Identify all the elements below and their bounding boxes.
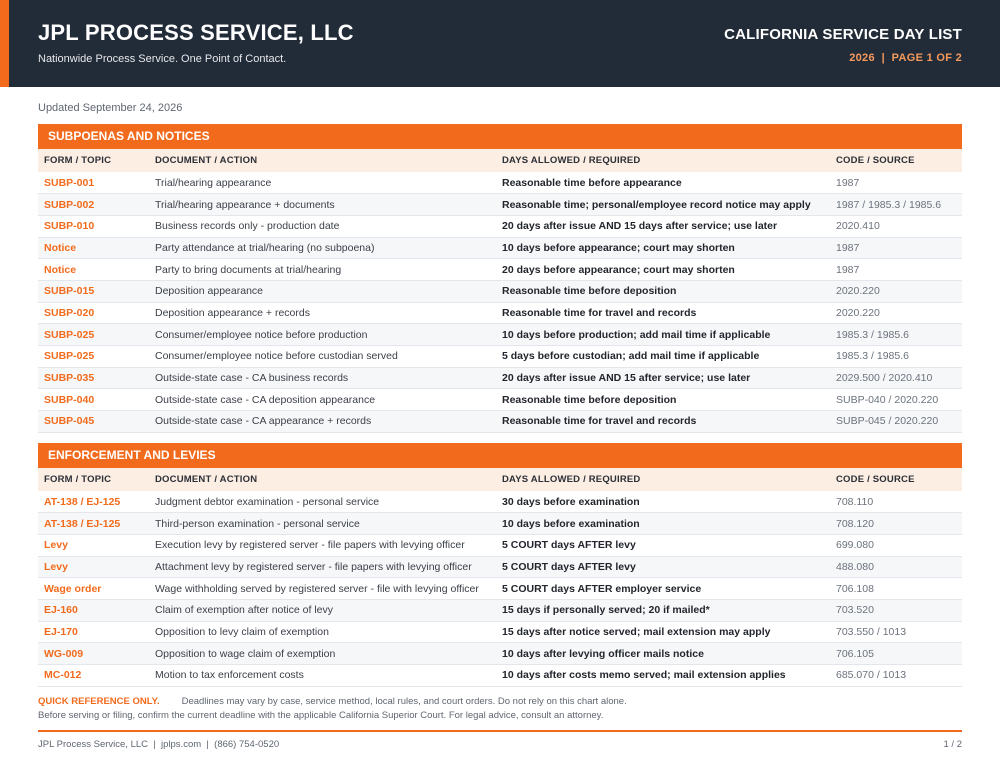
- code-cell: 1987: [830, 259, 962, 281]
- table-row: [38, 237, 962, 259]
- days-cell: 10 days after levying officer mails notice: [496, 643, 830, 665]
- note-line-1: Deadlines may vary by case, service method, local rules, and court orders. Do not rely on this chart alone.: [181, 696, 627, 707]
- quick-reference-note: [38, 696, 627, 707]
- code-cell: 706.105: [830, 643, 962, 665]
- table-row: [38, 665, 962, 687]
- code-cell: 706.108: [830, 578, 962, 600]
- days-cell: 10 days before production; add mail time if applicable: [496, 324, 830, 346]
- form-cell: Notice: [38, 259, 149, 281]
- code-cell: 708.120: [830, 513, 962, 535]
- form-cell: Levy: [38, 534, 149, 556]
- document-cell: Trial/hearing appearance + documents: [149, 194, 496, 216]
- table-header-row: [38, 149, 962, 172]
- days-cell: 15 days after notice served; mail extension may apply: [496, 621, 830, 643]
- code-cell: 2020.220: [830, 302, 962, 324]
- days-cell: Reasonable time for travel and records: [496, 411, 830, 433]
- code-cell: 1985.3 / 1985.6: [830, 346, 962, 368]
- section-title: SUBPOENAS AND NOTICES: [38, 124, 962, 149]
- table-header-row: [38, 468, 962, 491]
- days-cell: 10 days after costs memo served; mail extension applies: [496, 665, 830, 687]
- days-cell: Reasonable time; personal/employee record notice may apply: [496, 194, 830, 216]
- column-header: DAYS ALLOWED / REQUIRED: [496, 149, 830, 172]
- form-cell: AT-138 / EJ-125: [38, 491, 149, 513]
- days-cell: 10 days before examination: [496, 513, 830, 535]
- form-cell: SUBP-015: [38, 280, 149, 302]
- document-cell: Motion to tax enforcement costs: [149, 665, 496, 687]
- footer-contact: JPL Process Service, LLC | jplps.com | (866) 754-0520: [38, 739, 280, 750]
- document-cell: Third-person examination - personal service: [149, 513, 496, 535]
- code-cell: SUBP-040 / 2020.220: [830, 389, 962, 411]
- column-header: FORM / TOPIC: [38, 468, 149, 491]
- table-row: [38, 389, 962, 411]
- code-cell: 2020.410: [830, 215, 962, 237]
- form-cell: EJ-160: [38, 599, 149, 621]
- document-cell: Consumer/employee notice before custodian served: [149, 346, 496, 368]
- document-year-page: 2026 | PAGE 1 OF 2: [849, 52, 962, 64]
- form-cell: SUBP-040: [38, 389, 149, 411]
- code-cell: 1987: [830, 172, 962, 194]
- document-cell: Party attendance at trial/hearing (no subpoena): [149, 237, 496, 259]
- table-row: [38, 513, 962, 535]
- document-cell: Business records only - production date: [149, 215, 496, 237]
- document-cell: Deposition appearance + records: [149, 302, 496, 324]
- code-cell: 703.520: [830, 599, 962, 621]
- table-row: [38, 172, 962, 194]
- form-cell: SUBP-002: [38, 194, 149, 216]
- column-header: DOCUMENT / ACTION: [149, 149, 496, 172]
- table-row: [38, 346, 962, 368]
- days-cell: Reasonable time before deposition: [496, 389, 830, 411]
- column-header: FORM / TOPIC: [38, 149, 149, 172]
- table-row: [38, 259, 962, 281]
- days-cell: 20 days after issue AND 15 after service; use later: [496, 367, 830, 389]
- code-cell: 685.070 / 1013: [830, 665, 962, 687]
- document-cell: Opposition to wage claim of exemption: [149, 643, 496, 665]
- form-cell: MC-012: [38, 665, 149, 687]
- document-cell: Party to bring documents at trial/hearing: [149, 259, 496, 281]
- code-cell: 708.110: [830, 491, 962, 513]
- days-cell: Reasonable time before appearance: [496, 172, 830, 194]
- updated-date: Updated September 24, 2026: [38, 102, 183, 114]
- form-cell: SUBP-001: [38, 172, 149, 194]
- document-cell: Consumer/employee notice before production: [149, 324, 496, 346]
- document-cell: Claim of exemption after notice of levy: [149, 599, 496, 621]
- form-cell: SUBP-025: [38, 346, 149, 368]
- table-row: [38, 534, 962, 556]
- column-header: CODE / SOURCE: [830, 468, 962, 491]
- days-cell: 5 COURT days AFTER levy: [496, 556, 830, 578]
- days-cell: Reasonable time before deposition: [496, 280, 830, 302]
- table-row: [38, 621, 962, 643]
- document-cell: Execution levy by registered server - file papers with levying officer: [149, 534, 496, 556]
- document-cell: Outside-state case - CA deposition appearance: [149, 389, 496, 411]
- code-cell: 1985.3 / 1985.6: [830, 324, 962, 346]
- footer-divider: [38, 730, 962, 732]
- footer-page-number: 1 / 2: [943, 739, 962, 750]
- days-cell: 5 COURT days AFTER employer service: [496, 578, 830, 600]
- service-day-table: [38, 468, 962, 687]
- section-title: ENFORCEMENT AND LEVIES: [38, 443, 962, 468]
- table-row: [38, 556, 962, 578]
- form-cell: SUBP-010: [38, 215, 149, 237]
- code-cell: 699.080: [830, 534, 962, 556]
- section-enforcement-levies: [38, 443, 962, 687]
- form-cell: SUBP-025: [38, 324, 149, 346]
- table-row: [38, 411, 962, 433]
- document-cell: Trial/hearing appearance: [149, 172, 496, 194]
- table-row: [38, 215, 962, 237]
- form-cell: EJ-170: [38, 621, 149, 643]
- table-row: [38, 324, 962, 346]
- table-row: [38, 491, 962, 513]
- code-cell: 1987 / 1985.3 / 1985.6: [830, 194, 962, 216]
- code-cell: 488.080: [830, 556, 962, 578]
- form-cell: WG-009: [38, 643, 149, 665]
- table-row: [38, 578, 962, 600]
- document-cell: Attachment levy by registered server - file papers with levying officer: [149, 556, 496, 578]
- table-row: [38, 367, 962, 389]
- days-cell: 20 days before appearance; court may shorten: [496, 259, 830, 281]
- form-cell: SUBP-035: [38, 367, 149, 389]
- code-cell: 2029.500 / 2020.410: [830, 367, 962, 389]
- form-cell: AT-138 / EJ-125: [38, 513, 149, 535]
- days-cell: 10 days before appearance; court may shorten: [496, 237, 830, 259]
- column-header: CODE / SOURCE: [830, 149, 962, 172]
- form-cell: SUBP-045: [38, 411, 149, 433]
- document-cell: Judgment debtor examination - personal service: [149, 491, 496, 513]
- days-cell: 5 COURT days AFTER levy: [496, 534, 830, 556]
- section-subpoenas-notices: [38, 124, 962, 433]
- table-row: [38, 280, 962, 302]
- document-cell: Wage withholding served by registered server - file with levying officer: [149, 578, 496, 600]
- days-cell: 20 days after issue AND 15 days after service; use later: [496, 215, 830, 237]
- form-cell: Notice: [38, 237, 149, 259]
- form-cell: SUBP-020: [38, 302, 149, 324]
- company-tagline: Nationwide Process Service. One Point of Contact.: [38, 53, 287, 65]
- days-cell: 15 days if personally served; 20 if mailed*: [496, 599, 830, 621]
- header-accent-stripe: [0, 0, 9, 87]
- table-row: [38, 302, 962, 324]
- column-header: DOCUMENT / ACTION: [149, 468, 496, 491]
- table-row: [38, 599, 962, 621]
- note-line-2: Before serving or filing, confirm the current deadline with the applicable California Superior Court. For legal advice, consult an attorney.: [38, 710, 604, 721]
- table-row: [38, 643, 962, 665]
- code-cell: SUBP-045 / 2020.220: [830, 411, 962, 433]
- company-name: JPL PROCESS SERVICE, LLC: [38, 20, 354, 45]
- code-cell: 703.550 / 1013: [830, 621, 962, 643]
- days-cell: Reasonable time for travel and records: [496, 302, 830, 324]
- form-cell: Levy: [38, 556, 149, 578]
- page-header: [0, 0, 1000, 87]
- document-cell: Opposition to levy claim of exemption: [149, 621, 496, 643]
- code-cell: 2020.220: [830, 280, 962, 302]
- document-title: CALIFORNIA SERVICE DAY LIST: [724, 26, 962, 43]
- column-header: DAYS ALLOWED / REQUIRED: [496, 468, 830, 491]
- days-cell: 30 days before examination: [496, 491, 830, 513]
- code-cell: 1987: [830, 237, 962, 259]
- document-cell: Outside-state case - CA business records: [149, 367, 496, 389]
- service-day-table: [38, 149, 962, 433]
- table-row: [38, 194, 962, 216]
- form-cell: Wage order: [38, 578, 149, 600]
- days-cell: 5 days before custodian; add mail time if applicable: [496, 346, 830, 368]
- document-cell: Deposition appearance: [149, 280, 496, 302]
- document-cell: Outside-state case - CA appearance + records: [149, 411, 496, 433]
- quick-reference-label: QUICK REFERENCE ONLY.: [38, 696, 160, 707]
